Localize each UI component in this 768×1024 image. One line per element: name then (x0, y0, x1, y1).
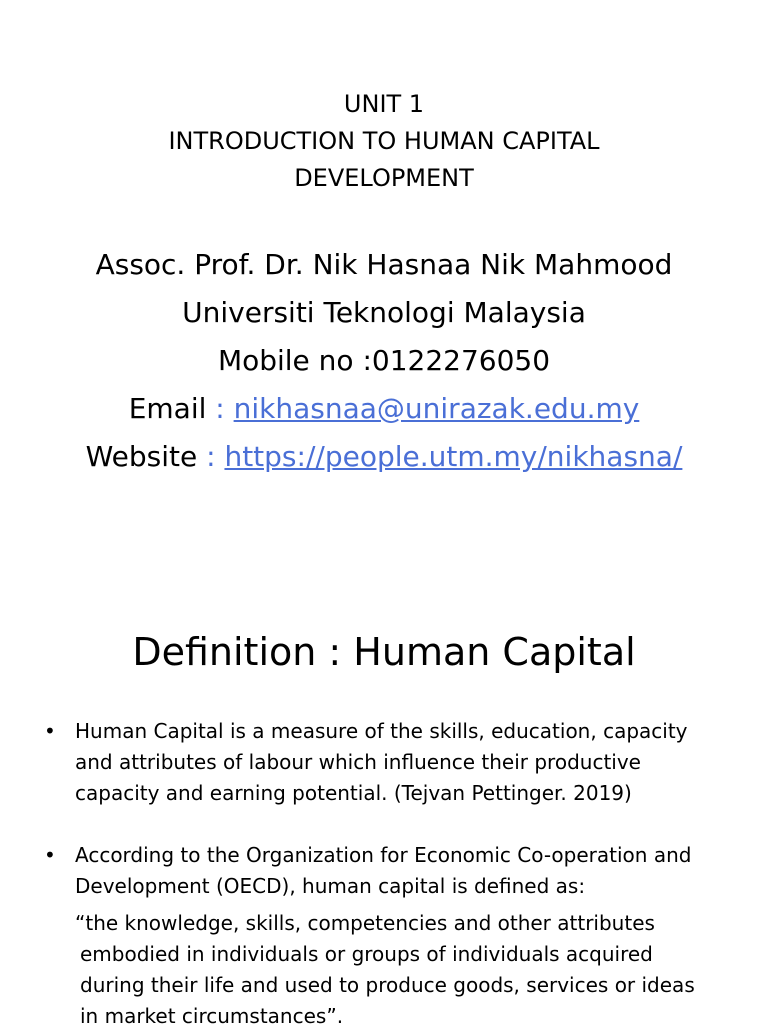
bullet-text-line: Human Capital is a measure of the skills, education, capacity (75, 719, 688, 743)
website-label: Website (85, 440, 198, 473)
quote-line: in market circumstances”. (80, 1004, 344, 1024)
author-website-row (0, 433, 768, 481)
bullet-text-line: Development (OECD), human capital is defined as: (75, 874, 586, 898)
unit-number: UNIT 1 (343, 90, 425, 118)
definition-title: Definition : Human Capital (132, 630, 636, 674)
unit-title (0, 86, 768, 197)
bullet-text-line: capacity and earning potential. (Tejvan Pettinger. 2019) (75, 781, 632, 805)
unit-title-line-2: DEVELOPMENT (294, 164, 474, 192)
email-label: Email (128, 392, 207, 425)
website-separator: : (197, 440, 225, 473)
quote-line: embodied in individuals or groups of individuals acquired (80, 942, 653, 966)
email-link[interactable]: nikhasnaa@unirazak.edu.my (233, 392, 640, 425)
quote-line: “the knowledge, skills, competencies and other attributes (75, 911, 655, 935)
author-university: Universiti Teknologi Malaysia (182, 296, 586, 329)
author-mobile: Mobile no :0122276050 (217, 344, 551, 377)
website-link[interactable]: https://people.utm.my/nikhasna/ (224, 440, 683, 473)
bullet-text-line: and attributes of labour which influence their productive (75, 750, 641, 774)
bullet-item (0, 840, 735, 1024)
author-info (0, 241, 768, 481)
email-separator: : (206, 392, 234, 425)
bullet-item (0, 716, 735, 809)
author-email-row (0, 385, 768, 433)
bullet-text-line: According to the Organization for Economic Co-operation and (75, 843, 692, 867)
bullet-icon: • (44, 719, 56, 743)
unit-title-line-1: INTRODUCTION TO HUMAN CAPITAL (168, 127, 600, 155)
author-name: Assoc. Prof. Dr. Nik Hasnaa Nik Mahmood (95, 248, 673, 281)
quote-line: during their life and used to produce goods, services or ideas (80, 973, 695, 997)
bullet-icon: • (44, 843, 56, 867)
definition-bullets (0, 716, 768, 1024)
slide-definition (0, 560, 768, 1024)
